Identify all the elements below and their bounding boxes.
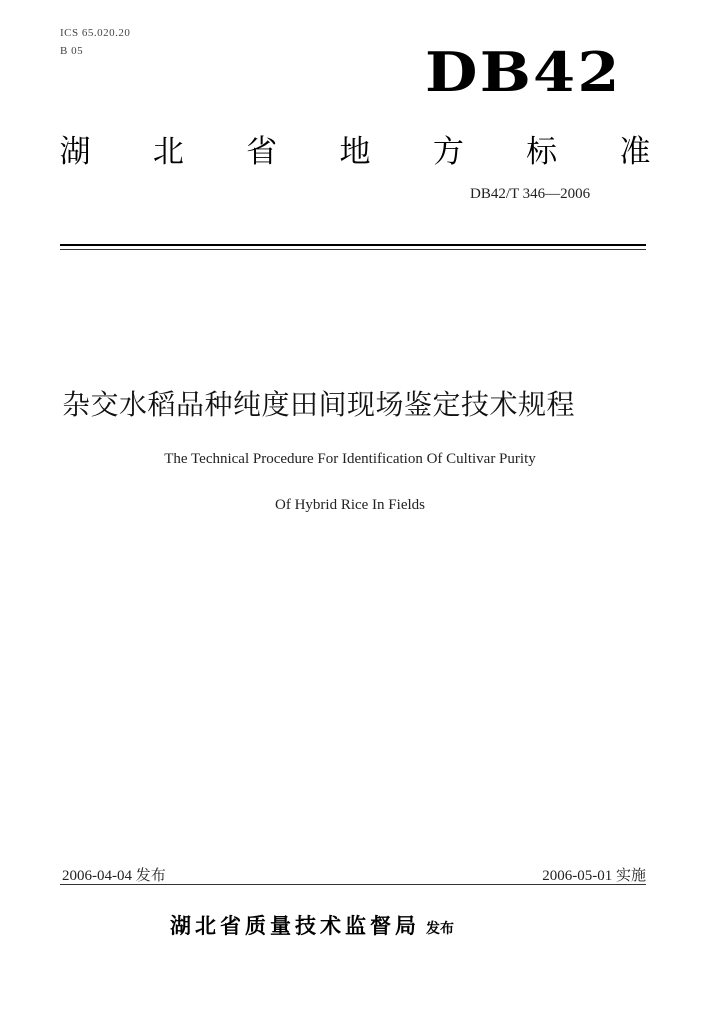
db-logo: DB42 [425, 40, 622, 104]
document-title-en-line2: Of Hybrid Rice In Fields [275, 497, 425, 513]
publish-label: 发布 [426, 921, 454, 937]
publisher-name: 湖北省质量技术监督局 [170, 914, 420, 938]
header-title [55, 126, 655, 171]
footer-divider [60, 884, 646, 885]
header-divider-bottom [60, 249, 646, 250]
document-title-en-line1: The Technical Procedure For Identification Of Cultivar Purity [164, 451, 536, 467]
issue-date: 2006-04-04 发布 [62, 868, 166, 884]
header-char: 湖 [59, 134, 91, 170]
publisher-line [170, 910, 454, 940]
header-char: 方 [432, 134, 464, 170]
standard-number: DB42/T 346—2006 [470, 186, 591, 202]
implementation-date: 2006-05-01 实施 [542, 868, 646, 884]
header-char: 地 [339, 134, 371, 170]
document-title-zh: 杂交水稻品种纯度田间现场鉴定技术规程 [62, 388, 576, 421]
ics-code: ICS 65.020.20 [60, 27, 131, 39]
header-char: 省 [246, 134, 278, 170]
header-divider-top [60, 244, 646, 246]
header-char: 北 [152, 134, 184, 170]
category-code: B 05 [60, 45, 84, 57]
header-char: 准 [619, 134, 651, 170]
header-char: 标 [526, 134, 558, 170]
